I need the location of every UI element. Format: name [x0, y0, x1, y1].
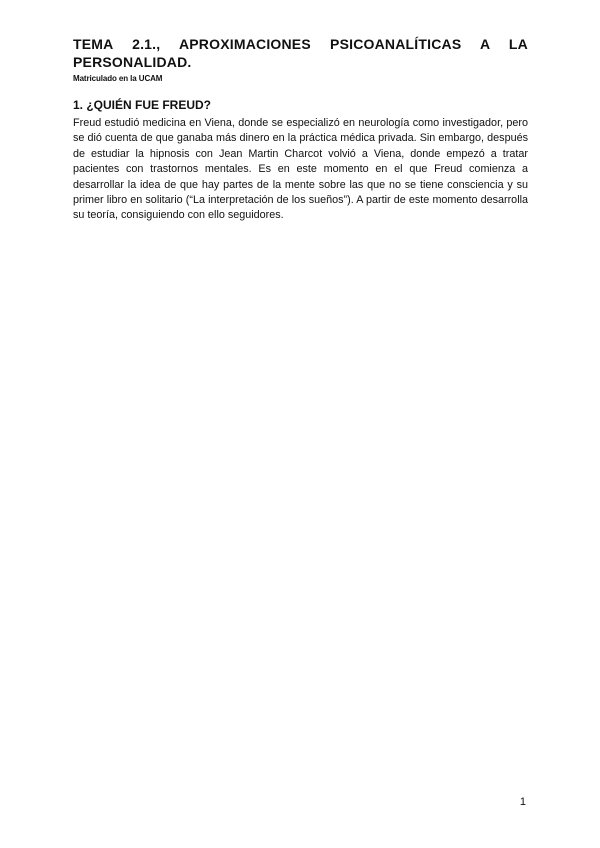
document-subtitle: Matriculado en la UCAM [73, 74, 163, 83]
section-paragraph: Freud estudió medicina en Viena, donde se especializó en neurología como investigador, pero se dió cuenta de que ganaba más dinero en la práctica médica privada. Sin embargo, después de estudiar la hipnosis con Jean Martin Charcot volvió a Viena, donde empezó a tratar pacientes con trastornos mentales. Es en este momento en el que Freud comienza a desarrollar la idea de que hay partes de la mente sobre las que no se tiene consciencia y su primer libro en solitario (“La interpretación de los sueños”). A partir de este momento desarrolla su teoría, consiguiendo con ello seguidores. [73, 117, 528, 222]
section-heading: 1. ¿QUIÉN FUE FREUD? [73, 98, 212, 112]
section-quien-fue-freud [73, 97, 528, 224]
page-number: 1 [519, 796, 526, 808]
page-content [73, 35, 528, 224]
document-title: TEMA 2.1., APROXIMACIONES PSICOANALÍTICAS A LA PERSONALIDAD. [73, 36, 528, 70]
